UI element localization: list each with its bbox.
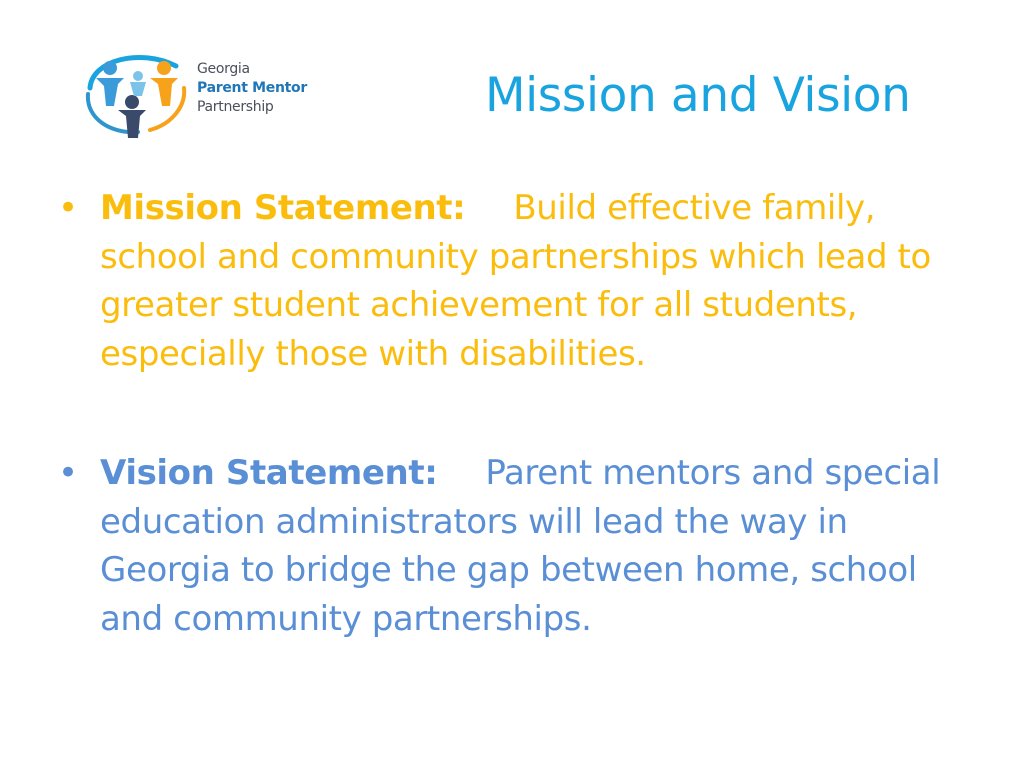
mission-statement-text: Build effective family, school and community partnerships which lead to greater student achievement for all students, especially those with disabilities. xyxy=(100,188,931,374)
logo-line-georgia: Georgia xyxy=(197,61,250,77)
vision-statement-text: Parent mentors and special education administrators will lead the way in Georgia to bridge the gap between home, school and community partnerships. xyxy=(100,453,941,639)
mission-statement-label: Mission Statement: xyxy=(100,188,466,228)
gpmp-logo xyxy=(80,48,330,143)
logo-wordmark xyxy=(197,60,307,117)
slide-title: Mission and Vision xyxy=(485,68,911,123)
logo-line-parent-mentor: Parent Mentor xyxy=(197,80,307,96)
statement-list xyxy=(56,184,956,643)
bullet-dot: • xyxy=(58,453,78,493)
logo-line-partnership: Partnership xyxy=(197,99,274,115)
vision-statement-label: Vision Statement: xyxy=(100,453,438,493)
mission-statement-item xyxy=(56,184,956,378)
logo-figures-icon xyxy=(80,48,192,143)
vision-statement-item xyxy=(56,449,956,643)
bullet-dot: • xyxy=(58,188,78,228)
